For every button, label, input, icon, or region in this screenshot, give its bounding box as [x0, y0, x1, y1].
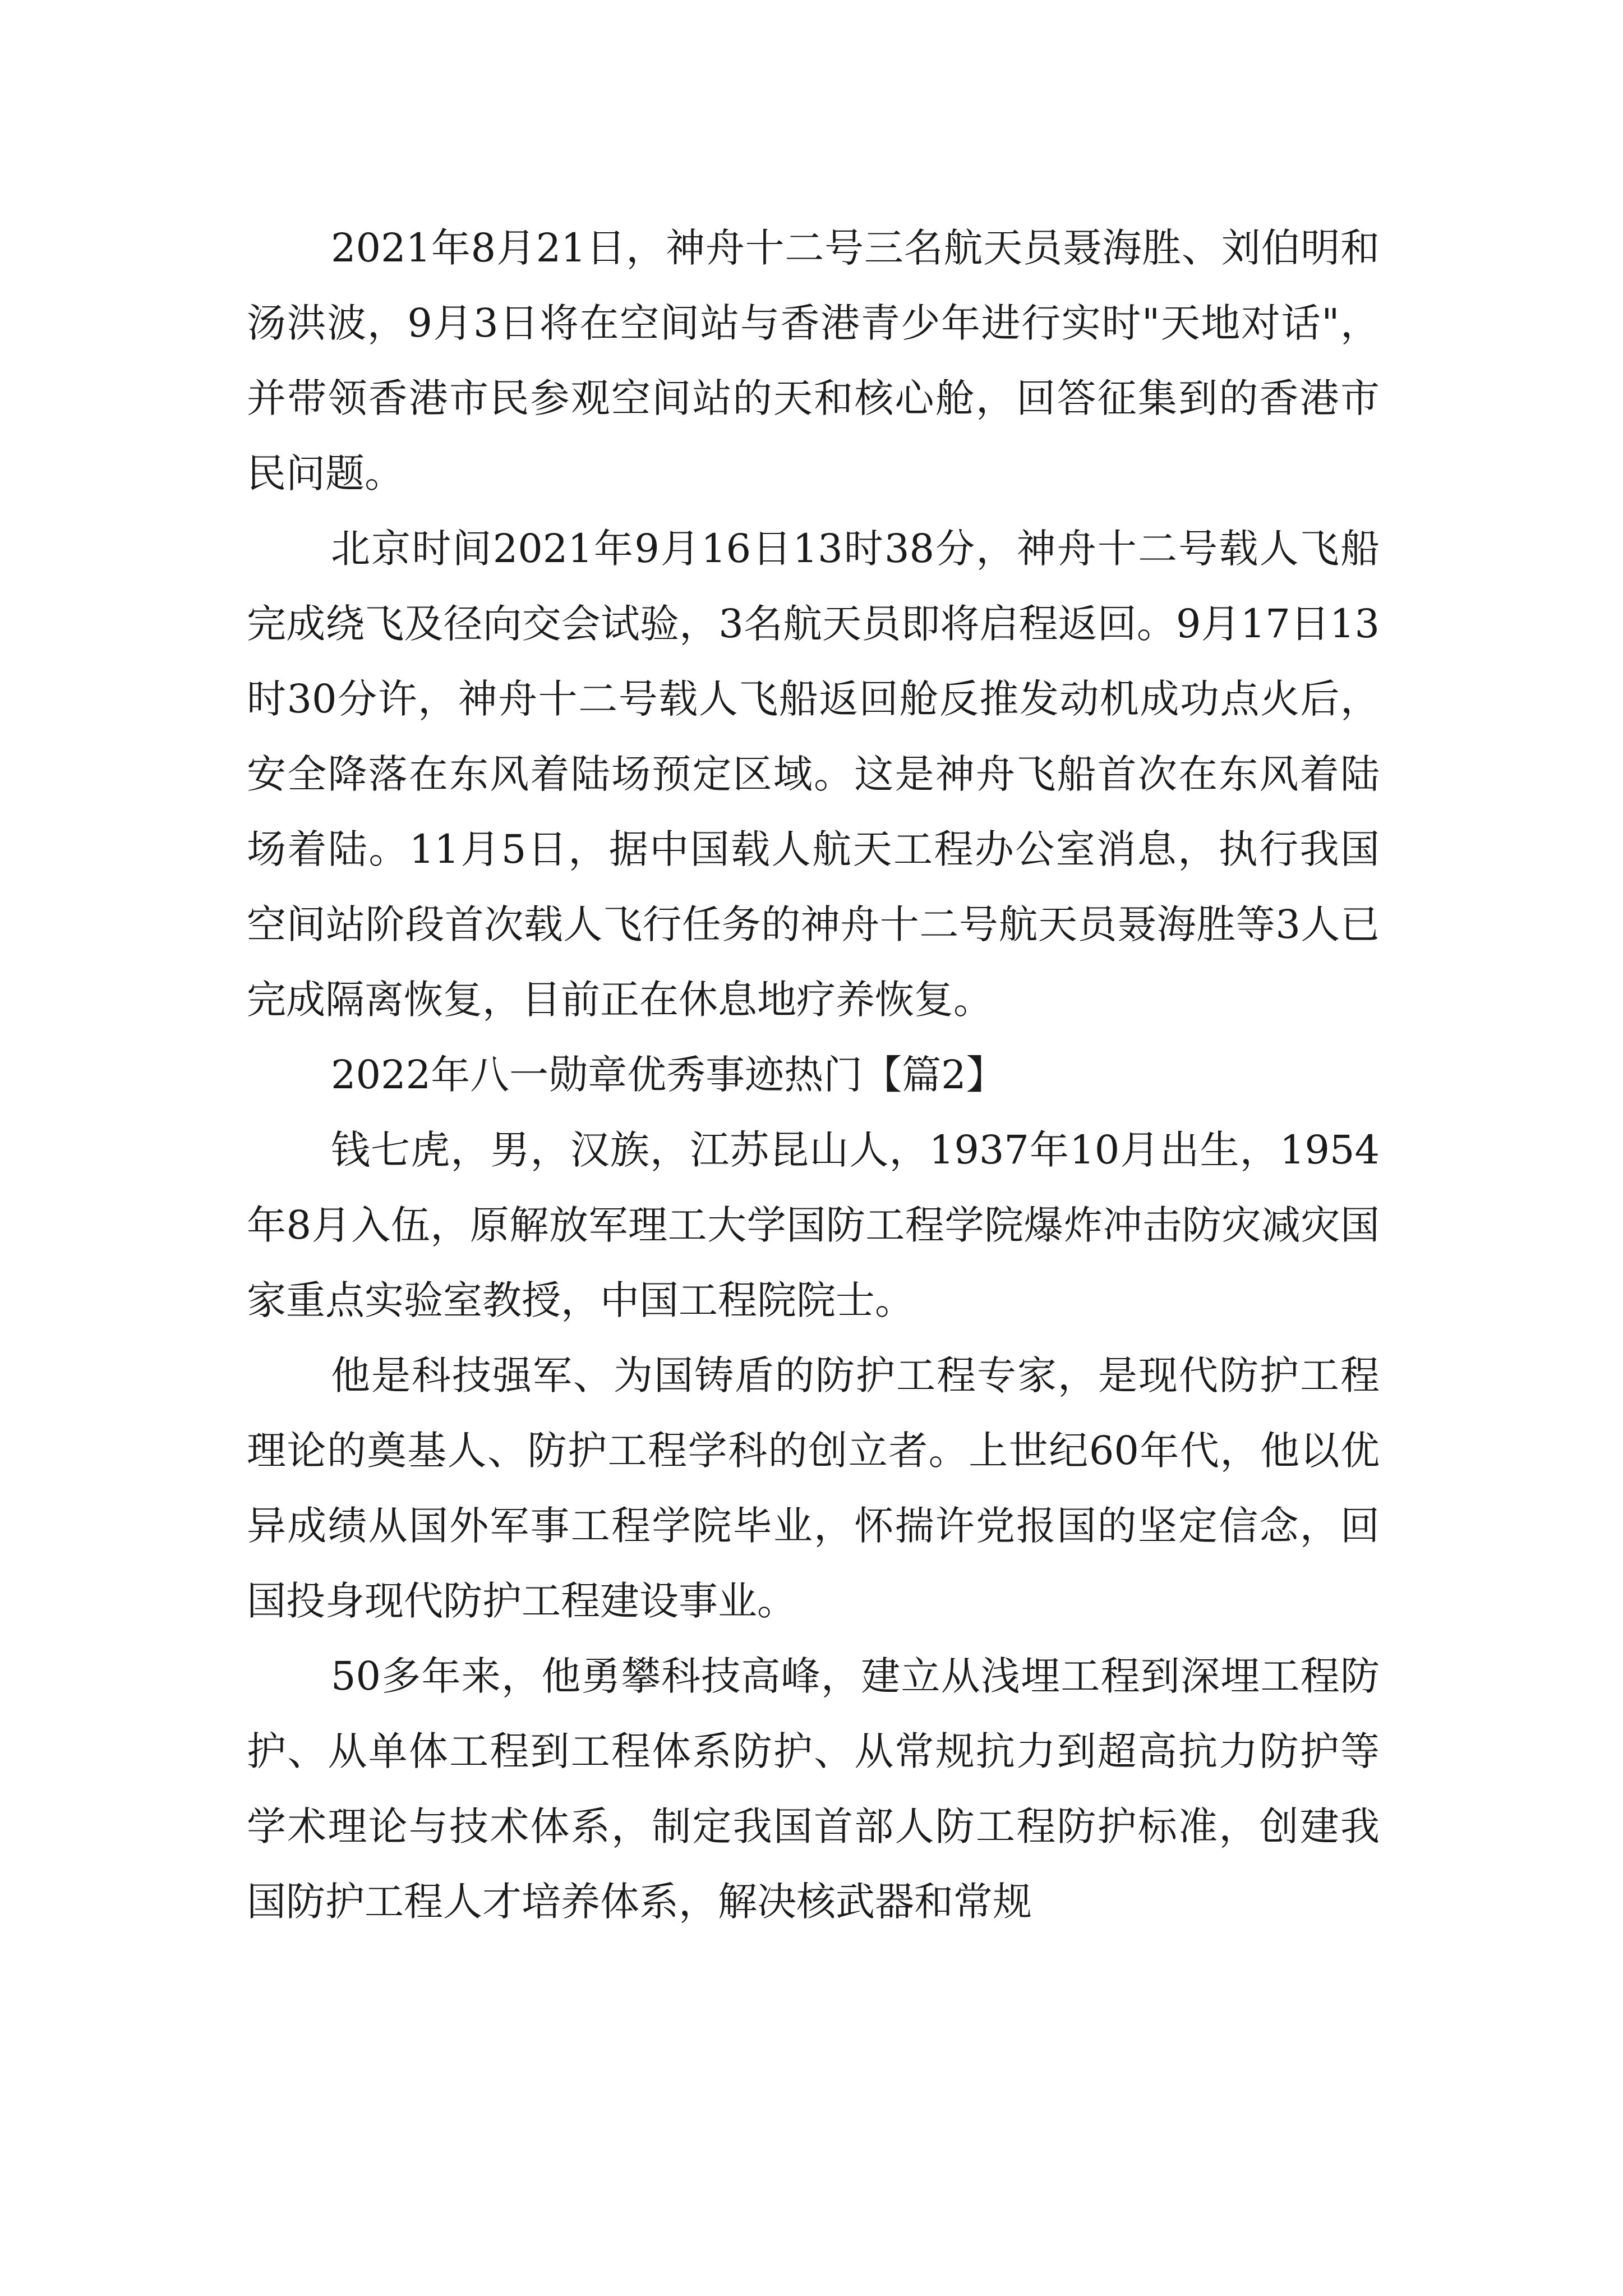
- section-heading: 2022年八一勋章优秀事迹热门【篇2】: [331, 1052, 1006, 1098]
- paragraph-qian-qihu-role: 他是科技强军、为国铸盾的防护工程专家，是现代防护工程理论的奠基人、防护工程学科的创立者。上世纪60年代，他以优异成绩从国外军事工程学院毕业，怀揣许党报国的坚定信念，回国投身现代防护工程建设事业。: [247, 1352, 1380, 1624]
- document-body: [247, 210, 1380, 1939]
- paragraph-qian-qihu-achievements: 50多年来，他勇攀科技高峰，建立从浅埋工程到深埋工程防护、从单体工程到工程体系防护、从常规抗力到超高抗力防护等学术理论与技术体系，制定我国首部人防工程防护标准，创建我国防护工程人才培养体系，解决核武器和常规: [247, 1653, 1380, 1925]
- paragraph-shenzhou-return: 北京时间2021年9月16日13时38分，神舟十二号载人飞船完成绕飞及径向交会试验，3名航天员即将启程返回。9月17日13时30分许，神舟十二号载人飞船返回舱反推发动机成功点火后，安全降落在东风着陆场预定区域。这是神舟飞船首次在东风着陆场着陆。11月5日，据中国载人航天工程办公室消息，执行我国空间站阶段首次载人飞行任务的神舟十二号航天员聂海胜等3人已完成隔离恢复，目前正在休息地疗养恢复。: [247, 526, 1380, 1023]
- paragraph-shenzhou-dialogue: 2021年8月21日，神舟十二号三名航天员聂海胜、刘伯明和汤洪波，9月3日将在空间站与香港青少年进行实时"天地对话"，并带领香港市民参观空间站的天和核心舱，回答征集到的香港市民问题。: [247, 225, 1380, 496]
- paragraph-qian-qihu-bio: 钱七虎，男，汉族，江苏昆山人，1937年10月出生，1954年8月入伍，原解放军理工大学国防工程学院爆炸冲击防灾减灾国家重点实验室教授，中国工程院院士。: [247, 1127, 1380, 1323]
